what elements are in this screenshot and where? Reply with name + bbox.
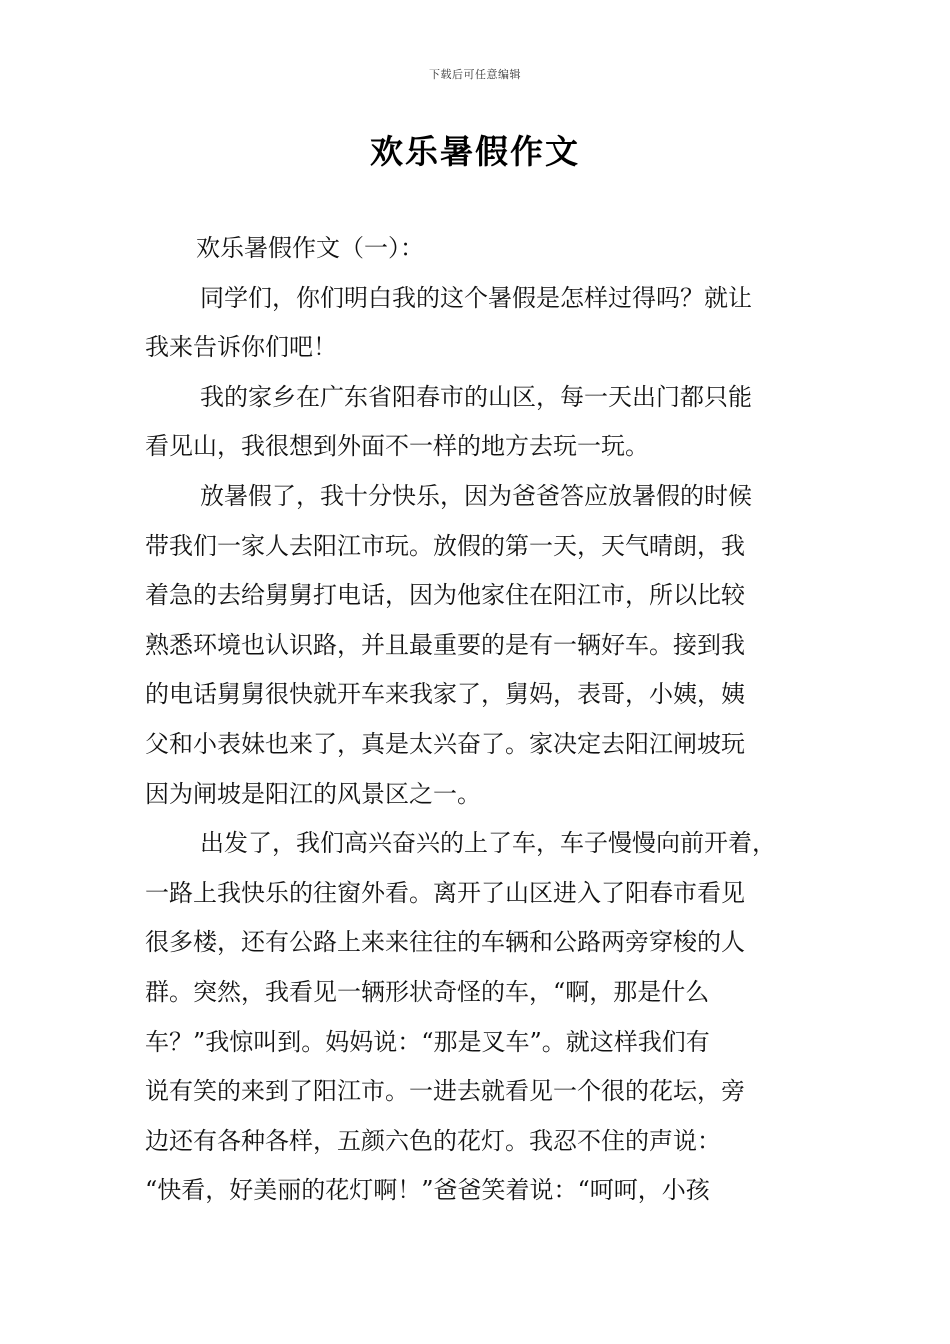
paragraph-line: 熟悉环境也认识路，并且最重要的是有一辆好车。接到我 [145, 630, 745, 659]
paragraph-line: 我的家乡在广东省阳春市的山区，每一天出门都只能 [200, 382, 752, 411]
paragraph-line: 很多楼，还有公路上来来往往的车辆和公路两旁穿梭的人 [145, 928, 745, 957]
paragraph-line: 出发了，我们高兴奋兴的上了车，车子慢慢向前开着， [200, 829, 776, 858]
paragraph-line: 一路上我快乐的往窗外看。离开了山区进入了阳春市看见 [145, 878, 745, 907]
paragraph-line: 着急的去给舅舅打电话，因为他家住在阳江市，所以比较 [145, 581, 745, 610]
paragraph-line: 边还有各种各样，五颜六色的花灯。我忍不住的声说： [145, 1126, 721, 1155]
paragraph-line: 父和小表妹也来了，真是太兴奋了。家决定去阳江闸坡玩 [145, 729, 745, 758]
paragraph-line: 同学们，你们明白我的这个暑假是怎样过得吗？就让 [200, 283, 752, 312]
document-body [145, 224, 813, 1216]
paragraph-line: 放暑假了，我十分快乐，因为爸爸答应放暑假的时候 [200, 481, 752, 510]
paragraph-line: 我来告诉你们吧！ [145, 333, 337, 362]
paragraph-line: 带我们一家人去阳江市玩。放假的第一天，天气晴朗，我 [145, 531, 745, 560]
paragraph-line: 群。突然，我看见一辆形状奇怪的车，“啊，那是什么 [145, 977, 710, 1006]
paragraph-line: “快看，好美丽的花灯啊！”爸爸笑着说：“呵呵，小孩 [145, 1176, 710, 1205]
paragraph-line: 的电话舅舅很快就开车来我家了，舅妈，表哥，小姨，姨 [145, 680, 745, 709]
paragraph-line: 说有笑的来到了阳江市。一进去就看见一个很的花坛，旁 [145, 1077, 745, 1106]
paragraph-line: 看见山，我很想到外面不一样的地方去玩一玩。 [145, 432, 649, 461]
document-title: 欢乐暑假作文 [370, 132, 580, 171]
paragraph-line: 因为闸坡是阳江的风景区之一。 [145, 779, 481, 808]
header-note: 下载后可任意编辑 [429, 68, 521, 81]
paragraph-line: 车？”我惊叫到。妈妈说：“那是叉车”。就这样我们有 [145, 1027, 710, 1056]
section-heading: 欢乐暑假作文（一）： [196, 234, 424, 262]
